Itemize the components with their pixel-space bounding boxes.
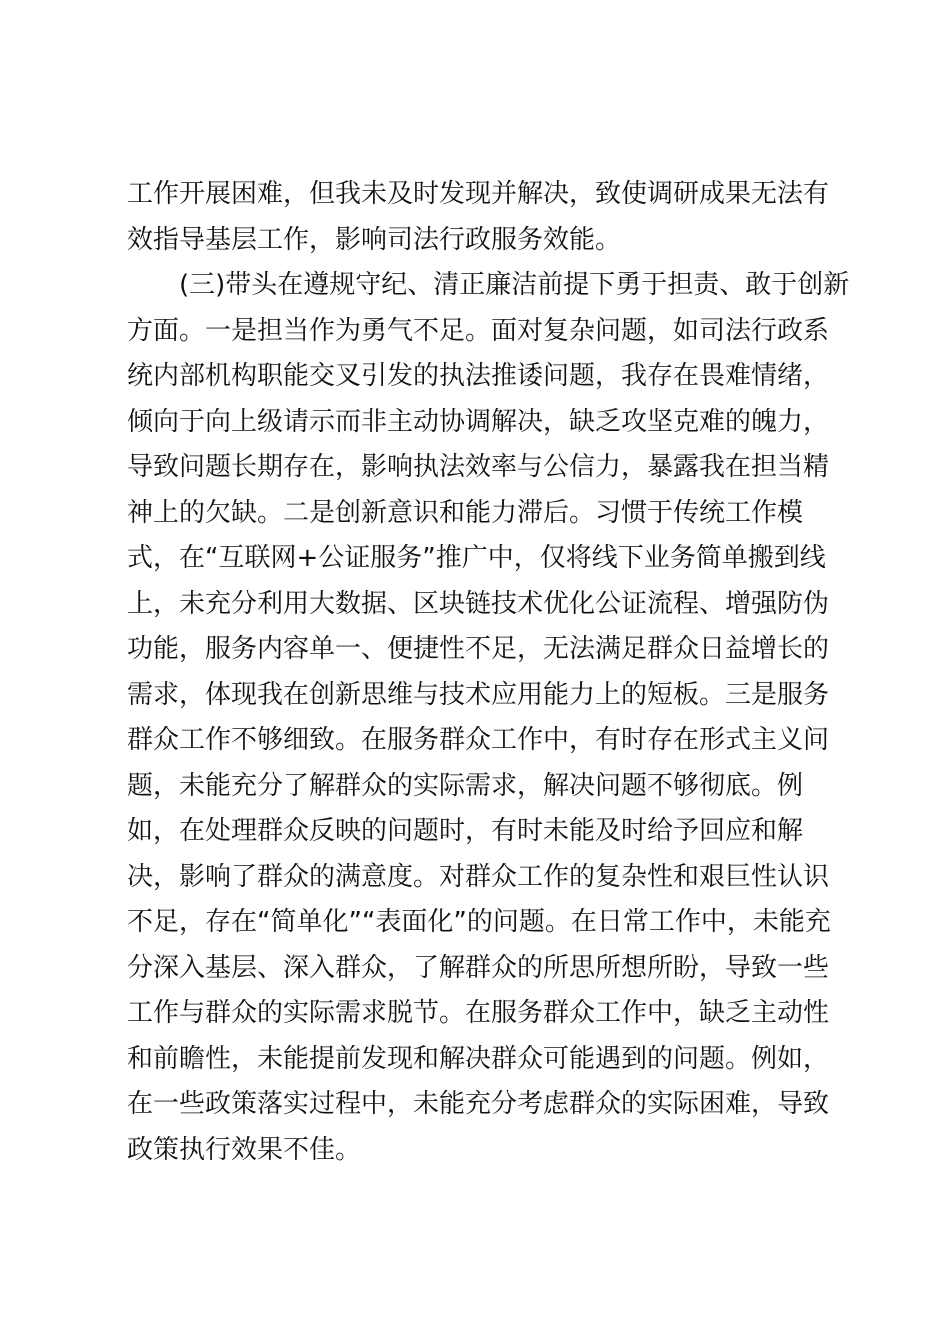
text-line: 统内部机构职能交叉引发的执法推诿问题，我存在畏难情绪， (127, 361, 830, 391)
text-line: 在一些政策落实过程中，未能充分考虑群众的实际困难，导致 (127, 1089, 830, 1119)
text-line: 不足，存在“简单化”“表面化”的问题。在日常工作中，未能充 (127, 907, 831, 937)
section-heading-line: (三)带头在遵规守纪、清正廉洁前提下勇于担责、敢于创新 (179, 270, 850, 300)
body-text (127, 172, 850, 1173)
text-line: 决，影响了群众的满意度。对群众工作的复杂性和艰巨性认识 (127, 861, 830, 892)
text-line: 题，未能充分了解群众的实际需求，解决问题不够彻底。例 (127, 770, 804, 801)
text-line: 需求，体现我在创新思维与技术应用能力上的短板。三是服务 (127, 679, 830, 710)
text-line: 分深入基层、深入群众，了解群众的所思所想所盼，导致一些 (127, 952, 830, 983)
text-line: 群众工作不够细致。在服务群众工作中，有时存在形式主义问 (127, 725, 830, 755)
text-line: 神上的欠缺。二是创新意识和能力滞后。习惯于传统工作模 (127, 497, 804, 528)
text-line: 和前瞻性，未能提前发现和解决群众可能遇到的问题。例如， (127, 1043, 830, 1074)
text-line: 式，在“互联网+公证服务”推广中，仅将线下业务简单搬到线 (127, 543, 826, 573)
text-line: 如，在处理群众反映的问题时，有时未能及时给予回应和解 (127, 816, 804, 846)
text-line: 工作开展困难，但我未及时发现并解决，致使调研成果无法有 (127, 179, 830, 209)
text-line: 导致问题长期存在，影响执法效率与公信力，暴露我在担当精 (127, 452, 830, 482)
text-line: 方面。一是担当作为勇气不足。面对复杂问题，如司法行政系 (127, 315, 830, 346)
text-line: 倾向于向上级请示而非主动协调解决，缺乏攻坚克难的魄力， (127, 406, 830, 437)
text-line: 效指导基层工作，影响司法行政服务效能。 (127, 224, 622, 255)
text-line: 工作与群众的实际需求脱节。在服务群众工作中，缺乏主动性 (127, 998, 830, 1028)
text-line: 功能，服务内容单一、便捷性不足，无法满足群众日益增长的 (127, 634, 830, 664)
text-line: 上，未充分利用大数据、区块链技术优化公证流程、增强防伪 (127, 588, 830, 619)
text-line: 政策执行效果不佳。 (127, 1134, 362, 1165)
